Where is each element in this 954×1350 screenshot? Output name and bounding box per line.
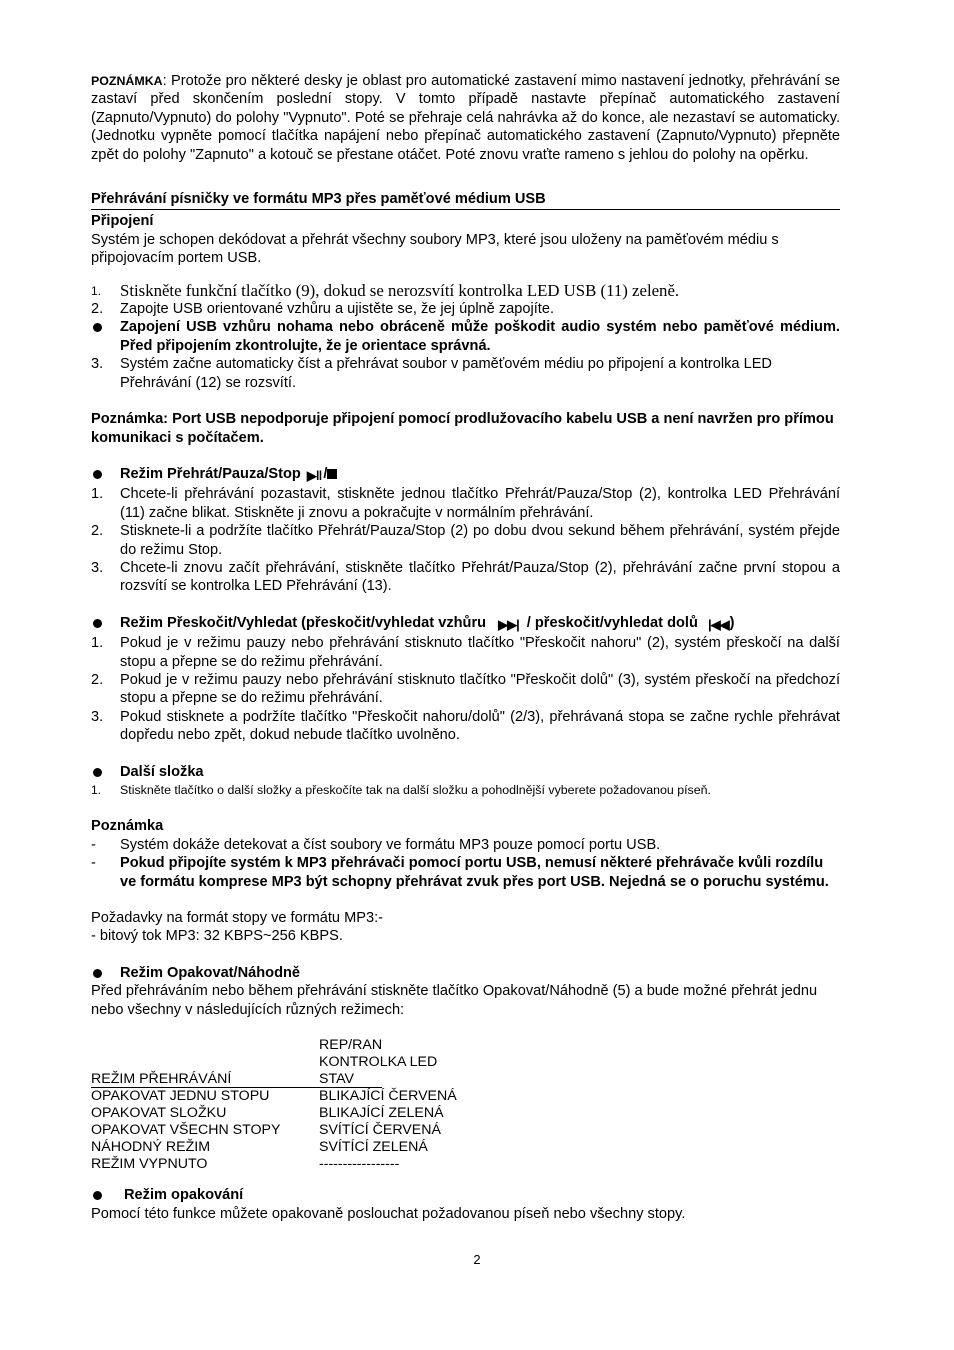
table-header-b: KONTROLKA LED — [319, 1053, 438, 1070]
play-item-3 — [91, 559, 840, 596]
repeat-heading — [91, 1186, 840, 1204]
play-mode-heading: Režim Přehrát/Pauza/Stop ▶‖ / — [91, 465, 840, 485]
table-row: OPAKOVAT JEDNU STOPU BLIKAJÍCÍ ČERVENÁ — [91, 1087, 457, 1105]
note-label: POZNÁMKA — [91, 74, 163, 88]
table-header-row — [91, 1071, 457, 1088]
step-text: Zapojte USB orientované vzhůru a ujistěte se, že jej úplně zapojíte. — [120, 301, 555, 318]
page-number: 2 — [473, 1252, 481, 1267]
item-number: 3. — [91, 559, 104, 576]
step-number: 3. — [91, 356, 104, 373]
item-text: Chcete-li znovu začít přehrávání, stiskněte tlačítko Přehrát/Pauza/Stop (2), přehrávání začne první stopou a rozsvítí se kontrolka LED Přehrávání (13). — [120, 559, 840, 595]
usb-step-3 — [91, 355, 840, 392]
item-text: Chcete-li přehrávání pozastavit, stiskněte jednou tlačítko Přehrát/Pauza/Stop (2), kontrolka LED Přehrávání (11) začne blikat. Stiskněte ji znovu a pokračujte v normálním přehrávání. — [120, 486, 840, 521]
repeat-title: Režim opakování — [124, 1187, 244, 1204]
table-header-a: REP/RAN — [319, 1037, 383, 1054]
item-text: Systém dokáže detekovat a číst soubory ve formátu MP3 pouze pomocí portu USB. — [120, 836, 661, 853]
item-text: Pokud stisknete a podržíte tlačítko "Přeskočit nahoru/dolů" (2/3), přehrávaná stopa se začne rychle přehrávat dopředu nebo zpět, dokud nebude tlačítko uvolněno. — [120, 708, 840, 744]
step-number: 2. — [91, 301, 104, 318]
item-text: Pokud je v režimu pauzy nebo přehrávání stisknuto tlačítko "Přeskočit dolů" (3), systém přeskočí na předchozí stopu a přepne se do režimu přehrávání. — [120, 671, 840, 707]
format-bitrate: - bitový tok MP3: 32 KBPS~256 KBPS. — [91, 928, 343, 945]
dash: - — [91, 855, 96, 872]
dash: - — [91, 836, 96, 853]
next-folder-item — [91, 781, 840, 799]
item-number: 1. — [91, 486, 104, 503]
item-number: 1. — [91, 783, 102, 797]
item-number: 3. — [91, 708, 104, 725]
play-item-2 — [91, 522, 840, 559]
next-folder-heading — [91, 763, 840, 781]
repeat-random-heading — [91, 964, 840, 982]
item-number: 2. — [91, 523, 104, 540]
format-requirements: Požadavky na formát stopy ve formátu MP3:- — [91, 910, 383, 927]
repeat-text: Pomocí této funkce můžete opakovaně poslouchat požadovanou píseň nebo všechny stopy. — [91, 1205, 686, 1222]
col-state-header: STAV — [319, 1071, 382, 1088]
note-auto-stop — [91, 72, 840, 164]
step-text: Stiskněte funkční tlačítko (9), dokud se nerozsvítí kontrolka LED USB (11) zeleně. — [120, 280, 680, 300]
usb-section-title: Přehrávání písničky ve formátu MP3 přes paměťové médium USB — [91, 190, 840, 210]
table-row: OPAKOVAT SLOŽKU BLIKAJÍCÍ ZELENÁ — [91, 1105, 444, 1122]
skip-item-3 — [91, 708, 840, 745]
modes-table — [91, 1037, 457, 1172]
item-text: Stiskněte tlačítko o další složky a přeskočíte tak na další složku a pohodlnější vyberete požadovanou píseň. — [120, 783, 711, 797]
skip-mode-heading — [91, 614, 840, 634]
document-page — [91, 72, 840, 1223]
warning-text: Zapojení USB vzhůru nohama nebo obráceně může poškodit audio systém nebo paměťové médium. Před připojením zkontrolujte, že je orientace správná. — [120, 319, 840, 354]
table-row: REŽIM VYPNUTO ----------------- — [91, 1155, 400, 1172]
skip-title-c: ) — [729, 614, 735, 631]
note2-title: Poznámka — [91, 818, 164, 835]
table-row: NÁHODNÝ REŽIM SVÍTÍCÍ ZELENÁ — [91, 1138, 428, 1155]
repeat-random-title: Režim Opakovat/Náhodně — [120, 964, 301, 981]
play-item-1 — [91, 485, 840, 522]
note2-item-2 — [91, 854, 840, 891]
note2-item-1 — [91, 836, 840, 854]
skip-title-b: / přeskočit/vyhledat dolů — [526, 614, 698, 631]
stop-icon — [327, 469, 337, 479]
skip-title-a: Režim Přeskočit/Vyhledat (přeskočit/vyhledat vzhůru — [120, 614, 487, 631]
repeat-random-text: Před přehráváním nebo během přehrávání stiskněte tlačítko Opakovat/Náhodně (5) a bude možné přehrát jednu nebo všechny v následujících různých režimech: — [91, 983, 818, 1018]
skip-item-1 — [91, 634, 840, 671]
play-pause-icon: ▶‖ — [306, 467, 322, 483]
skip-item-2 — [91, 671, 840, 708]
item-text: Stisknete-li a podržíte tlačítko Přehrát/Pauza/Stop (2) po dobu dvou sekund během přehrávání, systém přejde do režimu Stop. — [120, 523, 840, 558]
play-mode-title: Režim Přehrát/Pauza/Stop — [120, 465, 301, 482]
usb-step-1 — [91, 282, 840, 300]
item-text: Pokud připojíte systém k MP3 přehrávači pomocí portu USB, nemusí některé přehrávače kvůli rozdílu ve formátu komprese MP3 být schopny přehrávat zvuk přes port USB. Nejedná se o poruchu systému. — [120, 855, 829, 890]
usb-intro: Systém je schopen dekódovat a přehrát všechny soubory MP3, které jsou uloženy na paměťovém médiu s připojovacím portem USB. — [91, 231, 779, 267]
item-number: 2. — [91, 671, 104, 688]
skip-forward-icon: ▶▶| — [498, 616, 519, 632]
usb-warning — [91, 318, 840, 355]
table-row: OPAKOVAT VŠECHN STOPY SVÍTÍCÍ ČERVENÁ — [91, 1122, 441, 1139]
usb-step-2 — [91, 300, 840, 318]
skip-back-icon: |◀◀ — [707, 616, 729, 632]
usb-port-note: Poznámka: Port USB nepodporuje připojení pomocí prodlužovacího kabelu USB a není navržen pro přímou komunikaci s počítačem. — [91, 411, 834, 446]
step-text: Systém začne automaticky číst a přehrávat soubor v paměťovém médiu po připojení a kontrolka LED Přehrávání (12) se rozsvítí. — [120, 356, 772, 391]
item-text: Pokud je v režimu pauzy nebo přehrávání stisknuto tlačítko "Přeskočit nahoru" (2), systém přeskočí na další stopu a přepne se do režimu přehrávání. — [120, 635, 840, 670]
note-text: : Protože pro některé desky je oblast pro automatické zastavení mimo nastavení jednotky, přehrávání se zastaví před skončením poslední stopy. V tomto případě nastavte přepínač automatického zastavení (Zapnuto/Vypnuto) do polohy "Vypnuto". Poté se přehraje celá nahrávka až do konce, ale nezastaví se automaticky. (Jednotku vypněte pomocí tlačítka napájení nebo přepínač automatického zastavení (Zapnuto/Vypnuto) přepněte zpět do polohy "Zapnuto" a kotouč se přestane otáčet. Poté znovu vraťte rameno s jehlou do polohy na opěrku. — [91, 73, 840, 163]
item-number: 1. — [91, 635, 104, 652]
col-mode-header: REŽIM PŘEHRÁVÁNÍ — [91, 1071, 319, 1088]
connection-subtitle: Připojení — [91, 213, 154, 230]
step-number: 1. — [91, 283, 102, 298]
next-folder-title: Další složka — [120, 763, 204, 780]
